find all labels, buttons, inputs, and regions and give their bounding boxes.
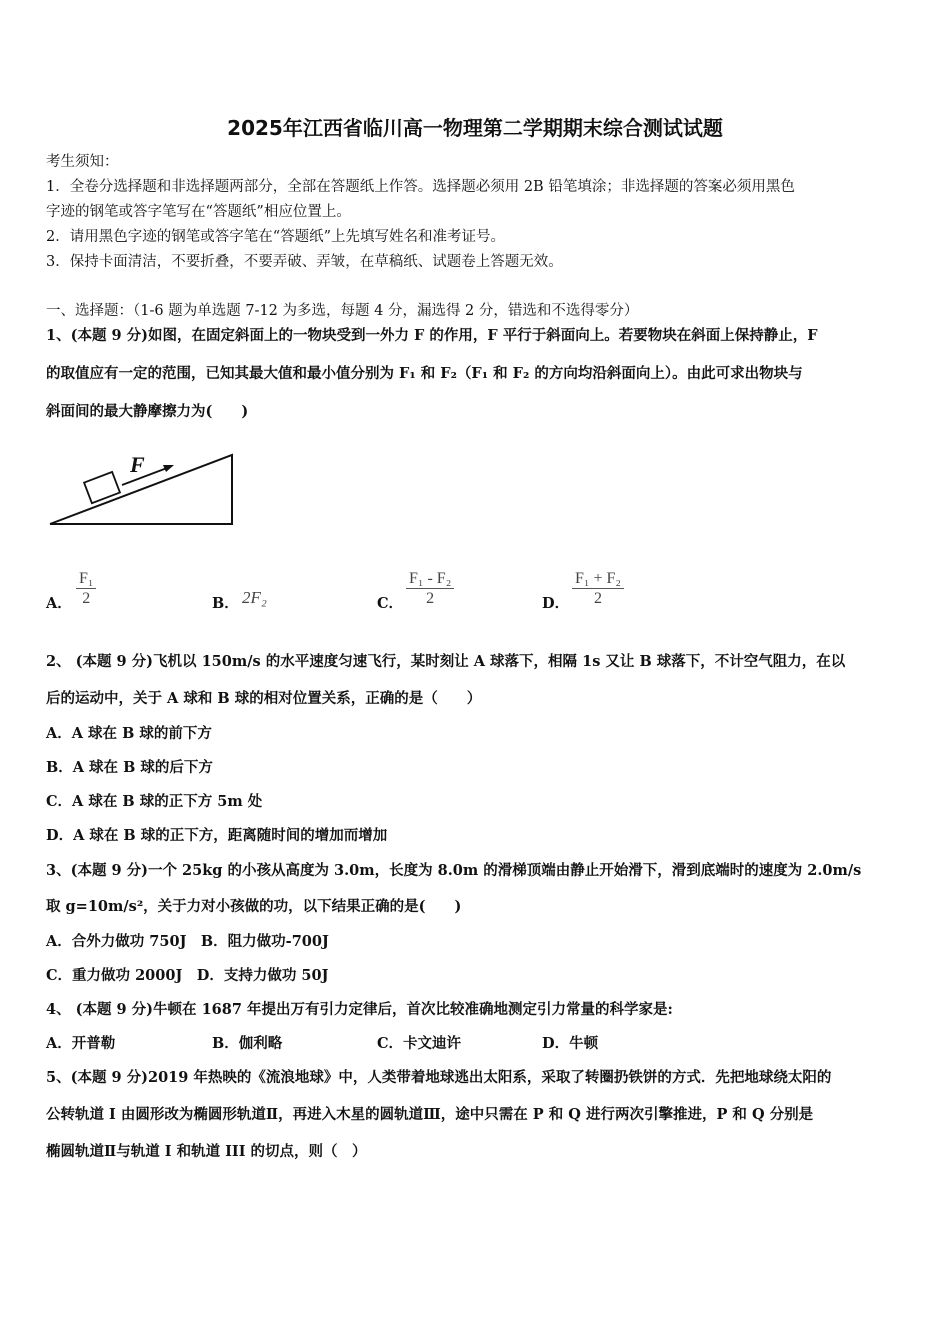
- q3-line-1: 3、(本题 9 分)一个 25kg 的小孩从高度为 3.0m，长度为 8.0m 的滑梯顶端由静止开始滑下，滑到底端时的速度为 2.0m/s: [46, 862, 862, 879]
- q2-option-a: A．A 球在 B 球的前下方: [46, 725, 212, 742]
- q2-option-d: D．A 球在 B 球的正下方，距离随时间的增加而增加: [46, 827, 388, 844]
- q1-option-c-denominator: 2: [426, 590, 435, 607]
- q4-option-b: B．伽利略: [212, 1035, 283, 1052]
- q4-option-c: C．卡文迪许: [377, 1035, 462, 1052]
- q2-line-1: 2、 (本题 9 分)飞机以 150m/s 的水平速度匀速飞行，某时刻让 A 球落下，相隔 1s 又让 B 球落下，不计空气阻力，在以: [46, 653, 846, 670]
- q1-line-1: 1、(本题 9 分)如图，在固定斜面上的一物块受到一外力 F 的作用，F 平行于斜面向上。若要物块在斜面上保持静止，F: [46, 327, 818, 344]
- incline-figure: [46, 448, 242, 530]
- q1-line-3: 斜面间的最大静摩擦力为( ): [46, 403, 249, 420]
- q3-options-cd: C．重力做功 2000J D．支持力做功 50J: [46, 967, 329, 984]
- notice-heading: 考生须知：: [46, 154, 119, 170]
- notice-line-1a: 1．全卷分选择题和非选择题两部分，全部在答题纸上作答。选择题必须用 2B 铅笔填涂；非选择题的答案必须用黑色: [46, 179, 795, 195]
- q1-option-c-label: C．: [377, 595, 404, 612]
- q3-line-2: 取 g=10m/s²，关于力对小孩做的功，以下结果正确的是( ): [46, 898, 462, 915]
- q5-line-1: 5、(本题 9 分)2019 年热映的《流浪地球》中，人类带着地球逃出太阳系，采取了转圈扔铁饼的方式．先把地球绕太阳的: [46, 1069, 832, 1086]
- q4-line-1: 4、 (本题 9 分)牛顿在 1687 年提出万有引力定律后，首次比较准确地测定引力常量的科学家是:: [46, 1001, 673, 1018]
- notice-line-2: 2．请用黑色字迹的钢笔或答字笔在“答题纸”上先填写姓名和准考证号。: [46, 229, 506, 245]
- q5-line-2: 公转轨道 I 由圆形改为椭圆形轨道Ⅱ，再进入木星的圆轨道Ⅲ，途中只需在 P 和 Q 进行两次引擎推进，P 和 Q 分别是: [46, 1106, 814, 1123]
- q3-options-ab: A．合外力做功 750J B．阻力做功-700J: [46, 933, 329, 950]
- q4-option-a: A．开普勒: [46, 1035, 116, 1052]
- q1-option-d-fraction: [572, 570, 624, 609]
- force-arrowhead: [163, 465, 174, 472]
- q1-option-b-label: B．: [212, 595, 239, 612]
- q2-option-b: B．A 球在 B 球的后下方: [46, 759, 213, 776]
- page-title: 2025年江西省临川高一物理第二学期期末综合测试试题: [227, 116, 723, 140]
- force-label: F: [130, 452, 145, 477]
- q1-option-d-numerator: F₁ + F₂: [572, 570, 624, 589]
- q2-line-2: 后的运动中，关于 A 球和 B 球的相对位置关系，正确的是（ ）: [46, 690, 482, 707]
- section-heading: 一、选择题：（1-6 题为单选题 7-12 为多选，每题 4 分，漏选得 2 分，错选和不选得零分）: [46, 303, 639, 319]
- q1-option-c-numerator: F₁ - F₂: [406, 570, 454, 589]
- q1-line-2: 的取值应有一定的范围，已知其最大值和最小值分别为 F₁ 和 F₂（F₁ 和 F₂ 的方向均沿斜面向上）。由此可求出物块与: [46, 365, 803, 382]
- q1-option-a-label: A．: [46, 595, 72, 612]
- q5-line-3: 椭圆轨道Ⅱ与轨道 I 和轨道 III 的切点，则（ ）: [46, 1143, 367, 1160]
- q1-option-b-expr: 2F₂: [242, 588, 267, 607]
- q4-option-d: D．牛顿: [542, 1035, 599, 1052]
- q1-option-d-denominator: 2: [593, 590, 602, 607]
- q1-option-a-denominator: 2: [82, 590, 91, 607]
- q1-option-c-fraction: [406, 570, 454, 609]
- q2-option-c: C．A 球在 B 球的正下方 5m 处: [46, 793, 263, 810]
- q1-option-a-fraction: [76, 570, 96, 609]
- q1-option-a-numerator: F₁: [76, 570, 96, 589]
- notice-line-1b: 字迹的钢笔或答字笔写在“答题纸”相应位置上。: [46, 204, 351, 220]
- notice-line-3: 3．保持卡面清洁，不要折叠，不要弄破、弄皱，在草稿纸、试题卷上答题无效。: [46, 254, 563, 270]
- q1-option-d-label: D．: [542, 595, 570, 612]
